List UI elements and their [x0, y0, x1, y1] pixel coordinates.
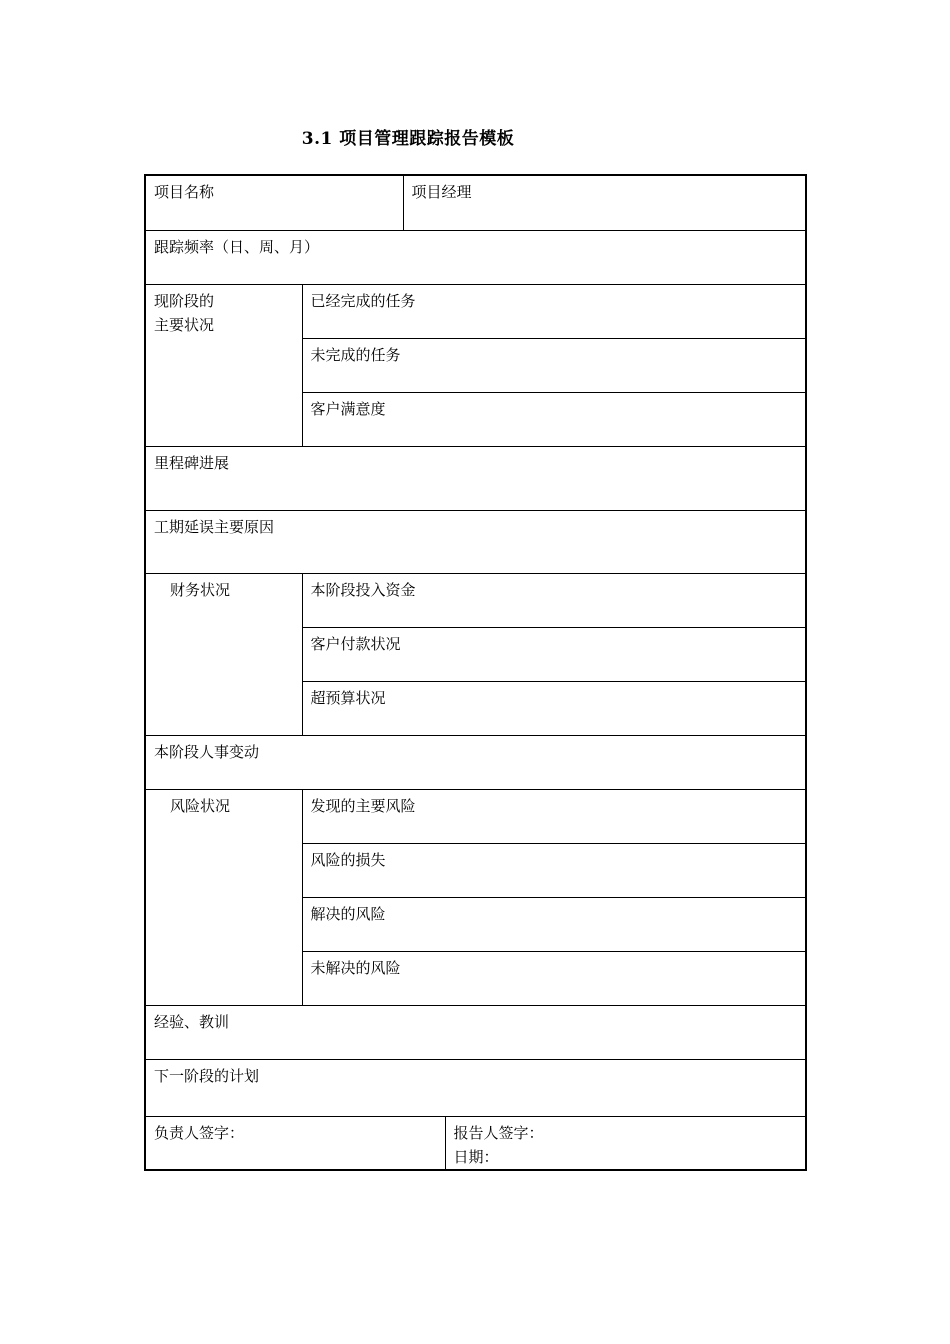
project-name-field[interactable] [145, 175, 403, 230]
finance-status-label-cell [145, 573, 302, 735]
funds-invested-label: 本阶段投入资金 [310, 580, 416, 599]
table-row [145, 1005, 806, 1059]
project-manager-field[interactable] [403, 175, 806, 230]
risk-losses-label: 风险的损失 [310, 850, 386, 869]
resolved-risks-label: 解决的风险 [310, 904, 386, 923]
table-row [145, 230, 806, 284]
table-row [145, 510, 806, 573]
project-manager-label: 项目经理 [411, 183, 472, 201]
delay-reasons-label: 工期延误主要原因 [154, 517, 275, 536]
funds-invested-field[interactable] [302, 573, 806, 627]
over-budget-field[interactable] [302, 681, 806, 735]
project-name-label: 项目名称 [154, 183, 215, 201]
delay-reasons-field[interactable] [145, 510, 806, 573]
personnel-changes-field[interactable] [145, 735, 806, 789]
customer-satisfaction-label: 客户满意度 [310, 399, 386, 418]
reporter-signature-label: 报告人签字： [453, 1123, 544, 1142]
main-risks-label: 发现的主要风险 [310, 796, 416, 815]
current-status-label-cell [145, 284, 302, 446]
table-row [145, 175, 806, 230]
resolved-risks-field[interactable] [302, 897, 806, 951]
next-plan-field[interactable] [145, 1059, 806, 1116]
customer-satisfaction-field[interactable] [302, 392, 806, 446]
personnel-changes-label: 本阶段人事变动 [154, 742, 260, 761]
unresolved-risks-label: 未解决的风险 [310, 958, 401, 977]
table-row [145, 735, 806, 789]
customer-payment-field[interactable] [302, 627, 806, 681]
unresolved-risks-field[interactable] [302, 951, 806, 1005]
lessons-label: 经验、教训 [154, 1012, 230, 1031]
next-plan-label: 下一阶段的计划 [154, 1066, 260, 1085]
lessons-field[interactable] [145, 1005, 806, 1059]
page-title: 3.1 项目管理跟踪报告模板 [301, 129, 515, 149]
finance-status-label: 财务状况 [170, 580, 231, 599]
responsible-signature-field[interactable] [145, 1116, 445, 1170]
reporter-signature-field[interactable] [445, 1116, 806, 1170]
table-row [145, 789, 806, 843]
tracking-frequency-label: 跟踪频率（日、周、月） [154, 237, 320, 256]
responsible-signature-label: 负责人签字： [154, 1123, 245, 1142]
tracking-frequency-field[interactable] [145, 230, 806, 284]
incomplete-tasks-field[interactable] [302, 338, 806, 392]
risk-status-label-cell [145, 789, 302, 1005]
main-risks-field[interactable] [302, 789, 806, 843]
table-row [145, 284, 806, 338]
table-row [145, 573, 806, 627]
date-label: 日期： [453, 1147, 499, 1166]
milestone-progress-field[interactable] [145, 446, 806, 510]
over-budget-label: 超预算状况 [310, 688, 386, 707]
current-status-label-line1: 现阶段的 [154, 291, 215, 310]
tracking-report-table [144, 174, 807, 1171]
customer-payment-label: 客户付款状况 [310, 634, 401, 653]
completed-tasks-label: 已经完成的任务 [310, 291, 416, 310]
milestone-progress-label: 里程碑进展 [154, 453, 230, 472]
table-row [145, 446, 806, 510]
incomplete-tasks-label: 未完成的任务 [310, 345, 401, 364]
risk-status-label: 风险状况 [170, 796, 231, 815]
risk-losses-field[interactable] [302, 843, 806, 897]
completed-tasks-field[interactable] [302, 284, 806, 338]
current-status-label-line2: 主要状况 [154, 315, 215, 334]
table-row [145, 1059, 806, 1116]
table-row [145, 1116, 806, 1170]
